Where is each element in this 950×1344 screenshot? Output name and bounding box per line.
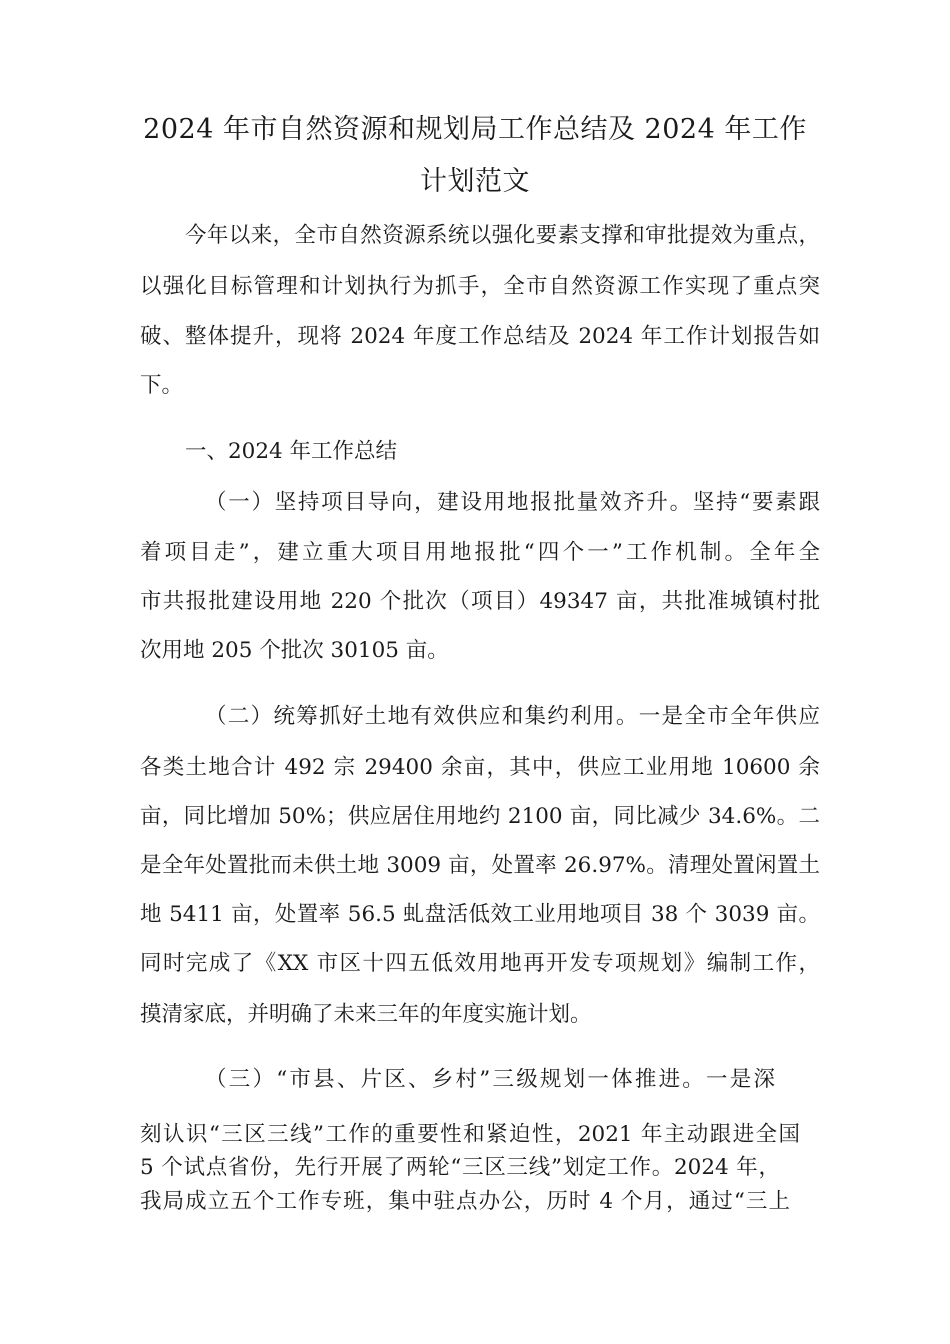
intro-line-1: 今年以来，全市自然资源系统以强化要素支撑和审批提效为重点， xyxy=(185,223,820,248)
para-2-line-3: 亩，同比增加 50%；供应居住用地约 2100 亩，同比减少 34.6%。二 xyxy=(140,804,820,829)
para-1-line-1: （一）坚持项目导向，建设用地报批量效齐升。坚持“要素跟 xyxy=(205,490,820,515)
intro-line-4: 下。 xyxy=(140,373,184,398)
para-2-line-5: 地 5411 亩，处置率 56.5 虬盘活低效工业用地项目 38 个 3039 亩。 xyxy=(140,902,820,927)
para-2-line-6: 同时完成了《XX 市区十四五低效用地再开发专项规划》编制工作， xyxy=(140,951,820,976)
para-3-line-1: （三）“市县、片区、乡村”三级规划一体推进。一是深 xyxy=(205,1067,775,1092)
document-title-line-2: 计划范文 xyxy=(420,166,530,197)
para-2-line-1: （二）统筹抓好土地有效供应和集约利用。一是全市全年供应 xyxy=(205,704,820,729)
section-1-heading: 一、2024 年工作总结 xyxy=(185,439,398,464)
document-title-line-1: 2024 年市自然资源和规划局工作总结及 2024 年工作 xyxy=(143,114,807,145)
intro-line-3: 破、整体提升，现将 2024 年度工作总结及 2024 年工作计划报告如 xyxy=(140,324,820,349)
para-3-line-2: 刻认识“三区三线”工作的重要性和紧迫性，2021 年主动跟进全国 xyxy=(140,1122,800,1147)
intro-line-2: 以强化目标管理和计划执行为抓手，全市自然资源工作实现了重点突 xyxy=(140,274,820,299)
para-1-line-2: 着项目走”，建立重大项目用地报批“四个一”工作机制。全年全 xyxy=(140,540,820,565)
para-2-line-4: 是全年处置批而未供土地 3009 亩，处置率 26.97%。清理处置闲置土 xyxy=(140,853,820,878)
para-3-line-4: 我局成立五个工作专班，集中驻点办公，历时 4 个月，通过“三上 xyxy=(140,1189,790,1214)
para-1-line-3: 市共报批建设用地 220 个批次（项目）49347 亩，共批准城镇村批 xyxy=(140,589,820,614)
para-1-line-4: 次用地 205 个批次 30105 亩。 xyxy=(140,638,449,663)
para-2-line-2: 各类土地合计 492 宗 29400 余亩，其中，供应工业用地 10600 余 xyxy=(140,755,820,780)
para-2-line-7: 摸清家底，并明确了未来三年的年度实施计划。 xyxy=(140,1002,592,1027)
para-3-line-3: 5 个试点省份，先行开展了两轮“三区三线”划定工作。2024 年， xyxy=(140,1155,780,1180)
